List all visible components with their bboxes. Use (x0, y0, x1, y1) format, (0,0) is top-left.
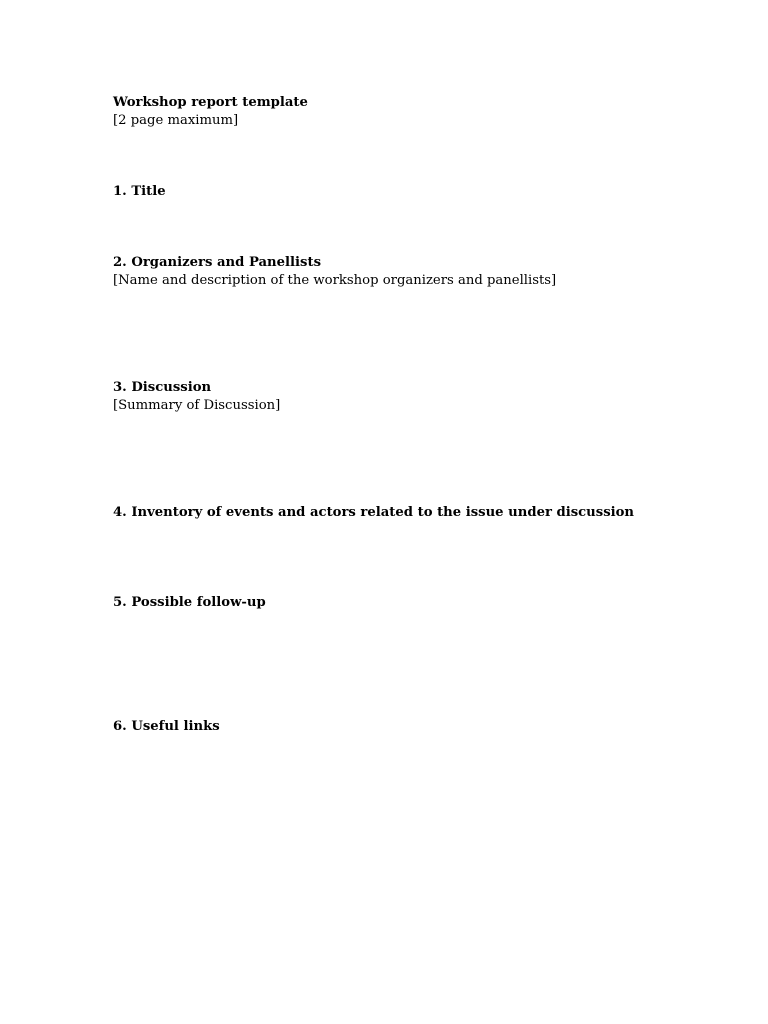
section-heading: 5. Possible follow-up (113, 595, 266, 610)
section-inventory (113, 504, 673, 522)
section-heading: 6. Useful links (113, 719, 220, 734)
document-header (113, 94, 673, 130)
section-note: [Summary of Discussion] (113, 398, 281, 413)
section-note: [Name and description of the workshop organizers and panellists] (113, 273, 557, 288)
section-heading: 3. Discussion (113, 380, 212, 395)
section-heading: 2. Organizers and Panellists (113, 255, 321, 270)
section-heading: 1. Title (113, 184, 166, 199)
section-title (113, 183, 673, 201)
document-title: Workshop report template (113, 95, 308, 110)
section-heading: 4. Inventory of events and actors related to the issue under discussion (113, 505, 635, 520)
section-useful-links (113, 718, 673, 736)
document-subtitle: [2 page maximum] (113, 113, 239, 128)
section-follow-up (113, 594, 673, 612)
section-discussion (113, 379, 673, 415)
section-organizers (113, 254, 673, 290)
